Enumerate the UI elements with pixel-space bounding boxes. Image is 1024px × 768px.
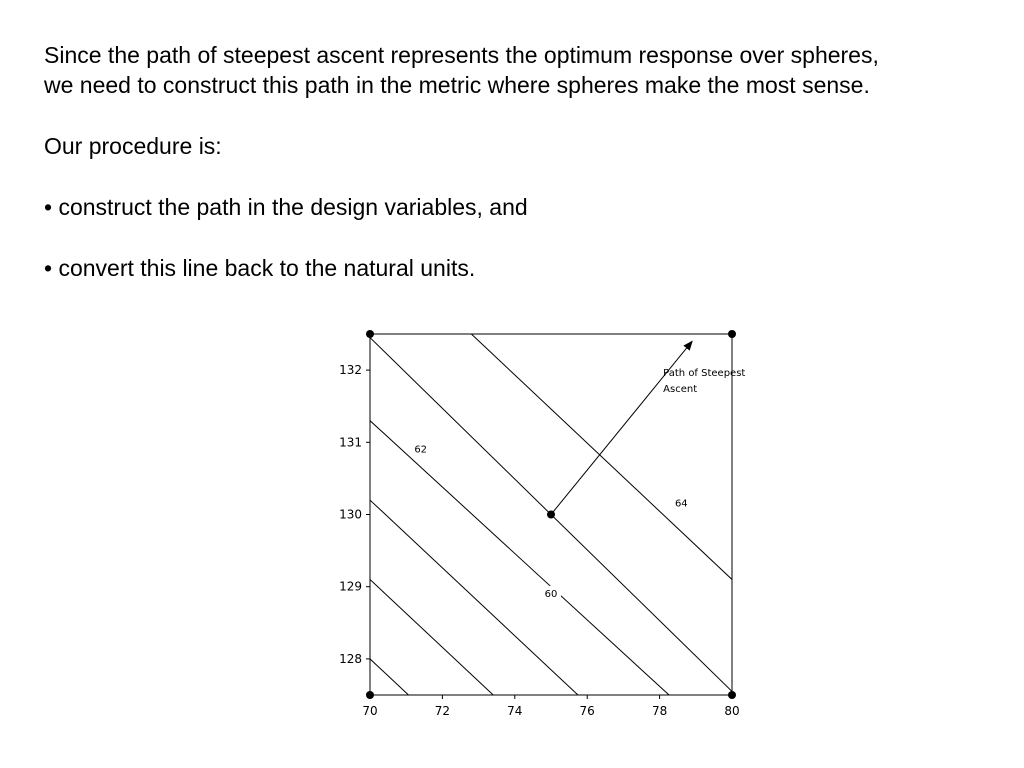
x-tick-label: 80: [724, 704, 740, 718]
y-tick-label: 129: [339, 579, 362, 594]
contour-label: 62: [414, 444, 428, 456]
bullet-1: • construct the path in the design variables, and: [44, 194, 528, 220]
y-tick-label: 132: [339, 363, 362, 378]
x-tick-label: 76: [579, 704, 595, 718]
y-tick-label: 131: [339, 435, 362, 450]
y-tick-label: 128: [339, 651, 362, 666]
x-tick-label: 70: [362, 704, 378, 718]
intro-line-1: Since the path of steepest ascent represents the optimum response over spheres,: [44, 42, 879, 68]
x-tick-label: 74: [507, 704, 523, 718]
corner-point: [728, 691, 736, 699]
contour-label: 60: [544, 588, 558, 600]
contour-label: 64: [674, 498, 688, 510]
contour-line: [370, 500, 732, 768]
path-label-line-2: Ascent: [663, 384, 698, 396]
corner-point: [366, 330, 374, 338]
corner-point: [366, 691, 374, 699]
contour-line: [370, 579, 732, 768]
y-tick-label: 130: [339, 507, 362, 522]
x-tick-label: 78: [651, 704, 668, 718]
contour-line: [370, 659, 732, 768]
axis-ticks: [339, 363, 740, 718]
corner-point: [728, 330, 736, 338]
contour-labels: [411, 442, 692, 600]
contour-lines: [370, 334, 732, 768]
bullet-2: • convert this line back to the natural units.: [44, 255, 476, 281]
intro-line-2: we need to construct this path in the metric where spheres make the most sense.: [44, 72, 870, 98]
x-tick-label: 72: [434, 704, 451, 718]
steepest-ascent-arrow: [551, 341, 692, 514]
procedure-heading: Our procedure is:: [44, 133, 222, 159]
path-label-line-1: Path of Steepest: [663, 368, 746, 380]
